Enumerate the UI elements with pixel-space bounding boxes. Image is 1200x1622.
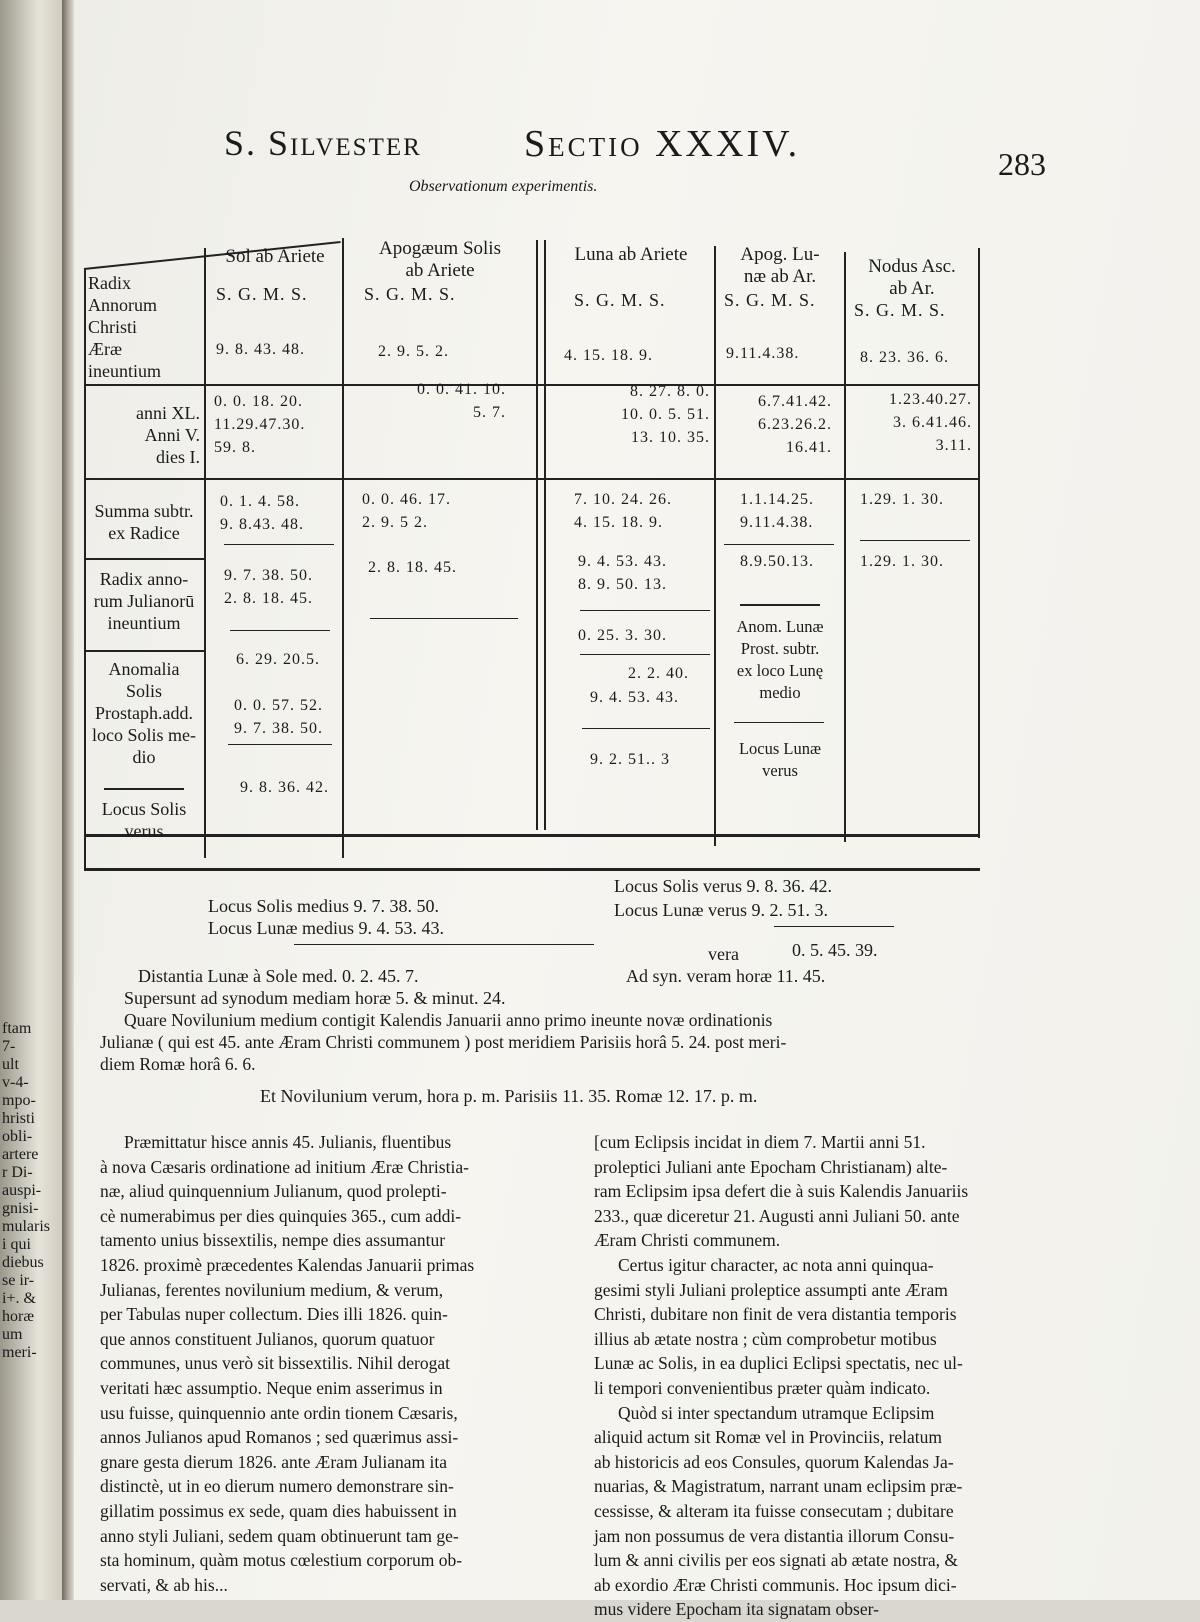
body-line: veritati hæc assumptio. Neque enim asserimus in [100, 1377, 443, 1398]
table-rule [84, 384, 980, 386]
label-line: ex Radice [108, 523, 180, 543]
value-line: 2. 8. 18. 45. [224, 590, 313, 607]
locus-lunae-verus: Locus Lunæ verus 9. 2. 51. 3. [614, 900, 828, 920]
value-line: 6.23.26.2. [758, 416, 832, 433]
radix-nodus: 8. 23. 36. 6. [860, 349, 949, 366]
label-line: dio [132, 747, 156, 767]
header-line: næ ab Ar. [743, 266, 817, 287]
label-line: Solis [125, 681, 163, 701]
label-line: ineuntium [107, 613, 181, 633]
header-line: Apog. Lu- [740, 244, 820, 265]
value-line: 9. 7. 38. 50. [234, 720, 323, 737]
value-line: 10. 0. 5. 51. [621, 406, 710, 423]
table-rule [724, 544, 834, 545]
value-line: 3. 6.41.46. [893, 414, 972, 431]
body-line: 1826. proximè præcedentes Kalendas Januarii primas [100, 1254, 475, 1275]
header-line: ab Ariete [405, 260, 475, 281]
label-anni [88, 402, 200, 468]
margin-fragment: i qui [2, 1236, 31, 1253]
running-head-title: S. Silvester [224, 123, 422, 163]
header-apog-lunae [718, 244, 842, 288]
body-line: ab exordio Æræ Christi communis. Hoc ipsum dici- [594, 1574, 957, 1595]
value-line: 11.29.47.30. [214, 416, 306, 433]
label-locus-solis [88, 798, 200, 842]
margin-fragment: auspi- [2, 1182, 42, 1199]
table-rule [978, 248, 980, 838]
header-sol: Sol ab Ariete [225, 246, 325, 267]
radix-juliani-luna [578, 550, 667, 596]
anni-nodus [848, 388, 972, 457]
label-line: Prostaph.add. [95, 703, 193, 723]
value-line: 16.41. [786, 439, 832, 456]
margin-fragment: ult [2, 1056, 19, 1073]
table-rule [580, 654, 710, 655]
label-radix-juliani [88, 568, 200, 634]
value-line: 4. 15. 18. 9. [574, 514, 663, 531]
summa-apog-lunae [740, 488, 814, 534]
table-rule [84, 868, 980, 871]
value-line: 8. 9. 50. 13. [578, 576, 667, 593]
body-line: tamento unius bissextilis, nempe dies assumantur [100, 1230, 446, 1251]
sgms-apog-lunae: S. G. M. S. [724, 290, 816, 310]
table-rule [204, 248, 206, 858]
table-rule [104, 788, 184, 790]
luna-value-a: 0. 25. 3. 30. [578, 627, 667, 644]
value-line: 0. 0. 18. 20. [214, 393, 303, 410]
radix-luna: 4. 15. 18. 9. [564, 347, 653, 364]
body-line: à nova Cæsaris ordinatione ad initium Æræ Christia- [100, 1156, 469, 1177]
supersunt-line: Supersunt ad synodum mediam horæ 5. & minut. 24. [124, 988, 506, 1008]
margin-fragment: artere [2, 1146, 39, 1163]
header-apogaeum [346, 238, 534, 282]
body-line: anno styli Juliani, sedem quam obtinuerunt tam ge- [100, 1525, 459, 1546]
body-line: Præmittatur hisce annis 45. Julianis, fluentibus [124, 1132, 452, 1152]
label-line: Radix [88, 273, 131, 293]
body-line: gesimi styli Juliani proleptice assumpti ante Æram [594, 1279, 948, 1300]
margin-fragment: r Di- [2, 1164, 33, 1181]
radix-juliani-apog-lunae: 8.9.50.13. [740, 553, 814, 570]
value-line: 0. 0. 41. 10. [417, 381, 506, 398]
luna-value-b: 2. 2. 40. [628, 665, 689, 682]
locus-lunae-medius: Locus Lunæ medius 9. 4. 53. 43. [208, 918, 444, 938]
radix-juliani-apogaeum: 2. 8. 18. 45. [368, 559, 457, 576]
body-line: usu fuisse, quinquennio ante ordin tionem Cæsaris, [100, 1402, 458, 1423]
value-line: 5. 7. [473, 404, 506, 421]
running-head [224, 122, 1024, 172]
label-line: loco Solis me- [92, 725, 196, 745]
radix-apog-lunae: 9.11.4.38. [726, 345, 800, 362]
body-line: illius ab ætate nostra ; cùm comprobetur motibus [594, 1328, 937, 1349]
table-rule [228, 744, 332, 745]
running-head-section: Sectio XXXIV. [524, 123, 801, 165]
label-line: Christi [88, 317, 138, 337]
margin-fragment: hristi [2, 1110, 35, 1127]
radix-juliani-nodus: 1.29. 1. 30. [860, 553, 944, 570]
sgms-luna: S. G. M. S. [574, 290, 666, 310]
body-line: nuarias, & Magistratum, narrant unam eclipsim præ- [594, 1476, 963, 1497]
header-line: Apogæum Solis [379, 238, 501, 259]
margin-fragment: mpo- [2, 1092, 36, 1109]
body-line: [cum Eclipsis incidat in diem 7. Martii anni 51. [594, 1132, 926, 1152]
label-line: Locus Solis [101, 799, 187, 819]
locus-solis-verus: Locus Solis verus 9. 8. 36. 42. [614, 876, 832, 896]
label-line: anni XL. [136, 403, 200, 423]
body-line: distinctè, ut in eo dierum numero demonstrare sin- [100, 1476, 454, 1497]
anni-sol [214, 390, 305, 459]
header-line: Nodus Asc. [868, 256, 956, 277]
body-line: proleptici Juliani ante Epocham Christianam) alte- [594, 1156, 948, 1177]
margin-fragment: mularis [2, 1218, 50, 1235]
book-page [74, 0, 1200, 1620]
summa-luna [574, 488, 672, 534]
margin-fragment: se ir- [2, 1272, 35, 1289]
body-line: aliquid actum sit Romæ vel in Provinciis, relatum [594, 1427, 943, 1448]
body-line: gillatim possimus ex sede, quam dies habuissent in [100, 1500, 457, 1521]
body-line: jam non possumus de vera distantia illorum Consu- [594, 1525, 955, 1546]
value-line: 1.1.14.25. [740, 491, 814, 508]
body-line: ram Eclipsim ipsa defert die à suis Kalendis Januariis [594, 1181, 969, 1202]
table-rule [342, 238, 344, 858]
table-rule [740, 604, 820, 606]
label-line: Anomalia [108, 659, 180, 679]
label-line: Anni V. [144, 425, 200, 445]
label-line: Summa subtr. [94, 501, 194, 521]
body-line: lum & anni civilis per eos signati ab ætate nostra, & [594, 1550, 959, 1571]
body-line: Lunæ ac Solis, in ea duplici Eclipsi spectatis, nec ul- [594, 1353, 963, 1374]
distantia-line: Distantia Lunæ à Sole med. 0. 2. 45. 7. [138, 966, 419, 986]
value-line: 0. 0. 46. 17. [362, 491, 451, 508]
value-line: 59. 8. [214, 439, 256, 456]
body-line: li tempori convenientibus præter quàm indicato. [594, 1377, 931, 1398]
facing-page-edge [0, 0, 64, 1600]
page-number: 283 [998, 146, 1046, 182]
body-line: per Tabulas nuper collectum. Dies illi 1826. quin- [100, 1304, 448, 1325]
value-line: 8. 27. 8. 0. [630, 383, 710, 400]
sgms-sol: S. G. M. S. [216, 284, 308, 304]
subhead: Observationum experimentis. [409, 178, 598, 195]
label-line: ex loco Lunę [736, 661, 824, 680]
table-rule [860, 540, 970, 541]
body-line: 233., quæ diceretur 21. Augusti anni Juliani 50. ante [594, 1205, 960, 1226]
value-line: 9. 7. 38. 50. [224, 567, 313, 584]
table-rule [536, 240, 538, 830]
label-line: ineuntium [88, 361, 161, 381]
value-line: 13. 10. 35. [631, 429, 710, 446]
label-line: verus [124, 821, 164, 841]
margin-fragment: gnisi- [2, 1200, 39, 1217]
facing-page-fragments [2, 1020, 60, 1362]
value-line: 2. 9. 5 2. [362, 514, 428, 531]
sol-locus-verus: 9. 8. 36. 42. [240, 779, 329, 796]
table-rule [714, 246, 716, 846]
label-radix [88, 272, 200, 382]
body-line: annos Julianos apud Romanos ; sed quærimus assi- [100, 1427, 459, 1448]
ad-syn-line: Ad syn. veram horæ 11. 45. [626, 966, 826, 986]
summary-rule [774, 926, 894, 927]
value-line: 9.11.4.38. [740, 514, 814, 531]
body-line: gnare gesta dierum 1826. ante Æram Julianam ita [100, 1451, 447, 1472]
radix-sol: 9. 8. 43. 48. [216, 341, 305, 358]
label-line: Radix anno- [99, 569, 189, 589]
radix-apogaeum: 2. 9. 5. 2. [378, 343, 449, 360]
value-line: 1.23.40.27. [889, 391, 972, 408]
table-rule [580, 610, 710, 611]
body-line: cessisse, & alteram ita fuisse consecutam ; dubitare [594, 1500, 954, 1521]
quare-line-3: diem Romæ horâ 6. 6. [100, 1054, 256, 1074]
label-line: Æræ [88, 339, 123, 359]
sol-prostaphaeresis [234, 694, 323, 740]
table-rule [224, 544, 334, 545]
table-rule [844, 252, 846, 842]
body-column-right [594, 1130, 1090, 1622]
vera-value: 0. 5. 45. 39. [792, 940, 878, 960]
luna-value-d: 9. 2. 51.. 3 [590, 751, 670, 768]
body-line: Æram Christi communem. [594, 1230, 781, 1251]
sol-anomalia: 6. 29. 20.5. [236, 651, 320, 668]
value-line: 9. 4. 53. 43. [578, 553, 667, 570]
body-line: Certus igitur character, ac nota anni quinqua- [618, 1254, 934, 1275]
margin-fragment: i+. & [2, 1290, 36, 1307]
summa-apogaeum [362, 488, 451, 534]
table-rule [84, 268, 86, 868]
body-line: næ, aliud quinquennium Julianum, quod prolepti- [100, 1181, 447, 1202]
luna-value-c: 9. 4. 53. 43. [590, 689, 679, 706]
value-line: 7. 10. 24. 26. [574, 491, 672, 508]
label-locus-lunae [720, 738, 840, 782]
body-line: ab historicis ad eos Consules, quorum Kalendas Ja- [594, 1451, 954, 1472]
anni-apogaeum [376, 378, 506, 424]
body-line: communes, unus verò sit bissextilis. Nihil derogat [100, 1353, 450, 1374]
table-rule [544, 240, 546, 830]
body-line: Julianas, ferentes novilunium medium, & verum, [100, 1279, 444, 1300]
quare-line-1: Quare Novilunium medium contigit Kalendis Januarii anno primo ineunte novæ ordinationis [124, 1010, 773, 1030]
sgms-apogaeum: S. G. M. S. [364, 284, 456, 304]
margin-fragment: 7- [2, 1038, 16, 1055]
margin-fragment: horæ [2, 1308, 34, 1325]
radix-juliani-sol [224, 564, 313, 610]
header-nodus [848, 256, 976, 300]
margin-fragment: ftam [2, 1020, 32, 1037]
body-line: que annos constituent Julianos, quorum quatuor [100, 1328, 435, 1349]
body-line: sta hominum, quàm motus cœlestium corporum ob- [100, 1550, 463, 1571]
summa-sol [220, 490, 304, 536]
table-rule [84, 558, 204, 560]
quare-line-2: Julianæ ( qui est 45. ante Æram Christi communem ) post meridiem Parisiis horâ 5. 24. post meri- [100, 1032, 787, 1052]
summary-rule [294, 944, 594, 945]
et-novilunium-line: Et Novilunium verum, hora p. m. Parisiis 11. 35. Romæ 12. 17. p. m. [260, 1086, 758, 1106]
value-line: 6.7.41.42. [758, 393, 832, 410]
body-line: servati, & ab his... [100, 1574, 228, 1595]
margin-fragment: diebus [2, 1254, 44, 1271]
label-line: Prost. subtr. [740, 639, 820, 658]
label-line: Annorum [88, 295, 157, 315]
label-line: verus [762, 761, 798, 780]
table-rule [582, 728, 710, 729]
value-line: 1.29. 1. 30. [860, 491, 944, 508]
margin-fragment: meri- [2, 1344, 37, 1361]
label-line: Locus Lunæ [738, 739, 822, 758]
label-line: Anom. Lunæ [736, 617, 824, 636]
label-line: rum Julianorū [93, 591, 195, 611]
value-line: 9. 8.43. 48. [220, 516, 304, 533]
margin-fragment: um [2, 1326, 23, 1343]
value-line: 0. 1. 4. 58. [220, 493, 300, 510]
locus-solis-medius: Locus Solis medius 9. 7. 38. 50. [208, 896, 440, 916]
table-rule [230, 630, 330, 631]
margin-fragment: obli- [2, 1128, 33, 1145]
label-anomalia [88, 658, 200, 768]
summa-nodus [860, 488, 944, 511]
body-column-left [100, 1130, 572, 1597]
body-line: Quòd si inter spectandum utramque Eclipsim [618, 1402, 935, 1423]
body-line: mus videre Epocham ita signatam obser- [594, 1599, 879, 1620]
value-line: 3.11. [935, 437, 972, 454]
body-line: cè numerabimus per dies quinquies 365., cum addi- [100, 1205, 462, 1226]
label-line: medio [759, 683, 801, 702]
table-rule [84, 478, 980, 480]
table-rule [734, 722, 824, 723]
anni-apog-lunae [720, 390, 832, 459]
anni-luna [570, 380, 710, 449]
vera-label: vera [708, 944, 739, 964]
header-luna: Luna ab Ariete [574, 244, 688, 265]
margin-fragment: v-4- [2, 1074, 29, 1091]
value-line: 0. 0. 57. 52. [234, 697, 323, 714]
header-line: ab Ar. [889, 278, 935, 299]
ephemeris-table [84, 238, 990, 874]
sgms-nodus: S. G. M. S. [854, 300, 946, 320]
label-line: dies I. [156, 447, 200, 467]
table-rule [84, 650, 204, 652]
label-anom-lunae [720, 616, 840, 704]
label-summa [88, 500, 200, 544]
table-rule [370, 618, 518, 619]
body-line: Christi, dubitare non finit de vera distantia temporis [594, 1304, 957, 1325]
